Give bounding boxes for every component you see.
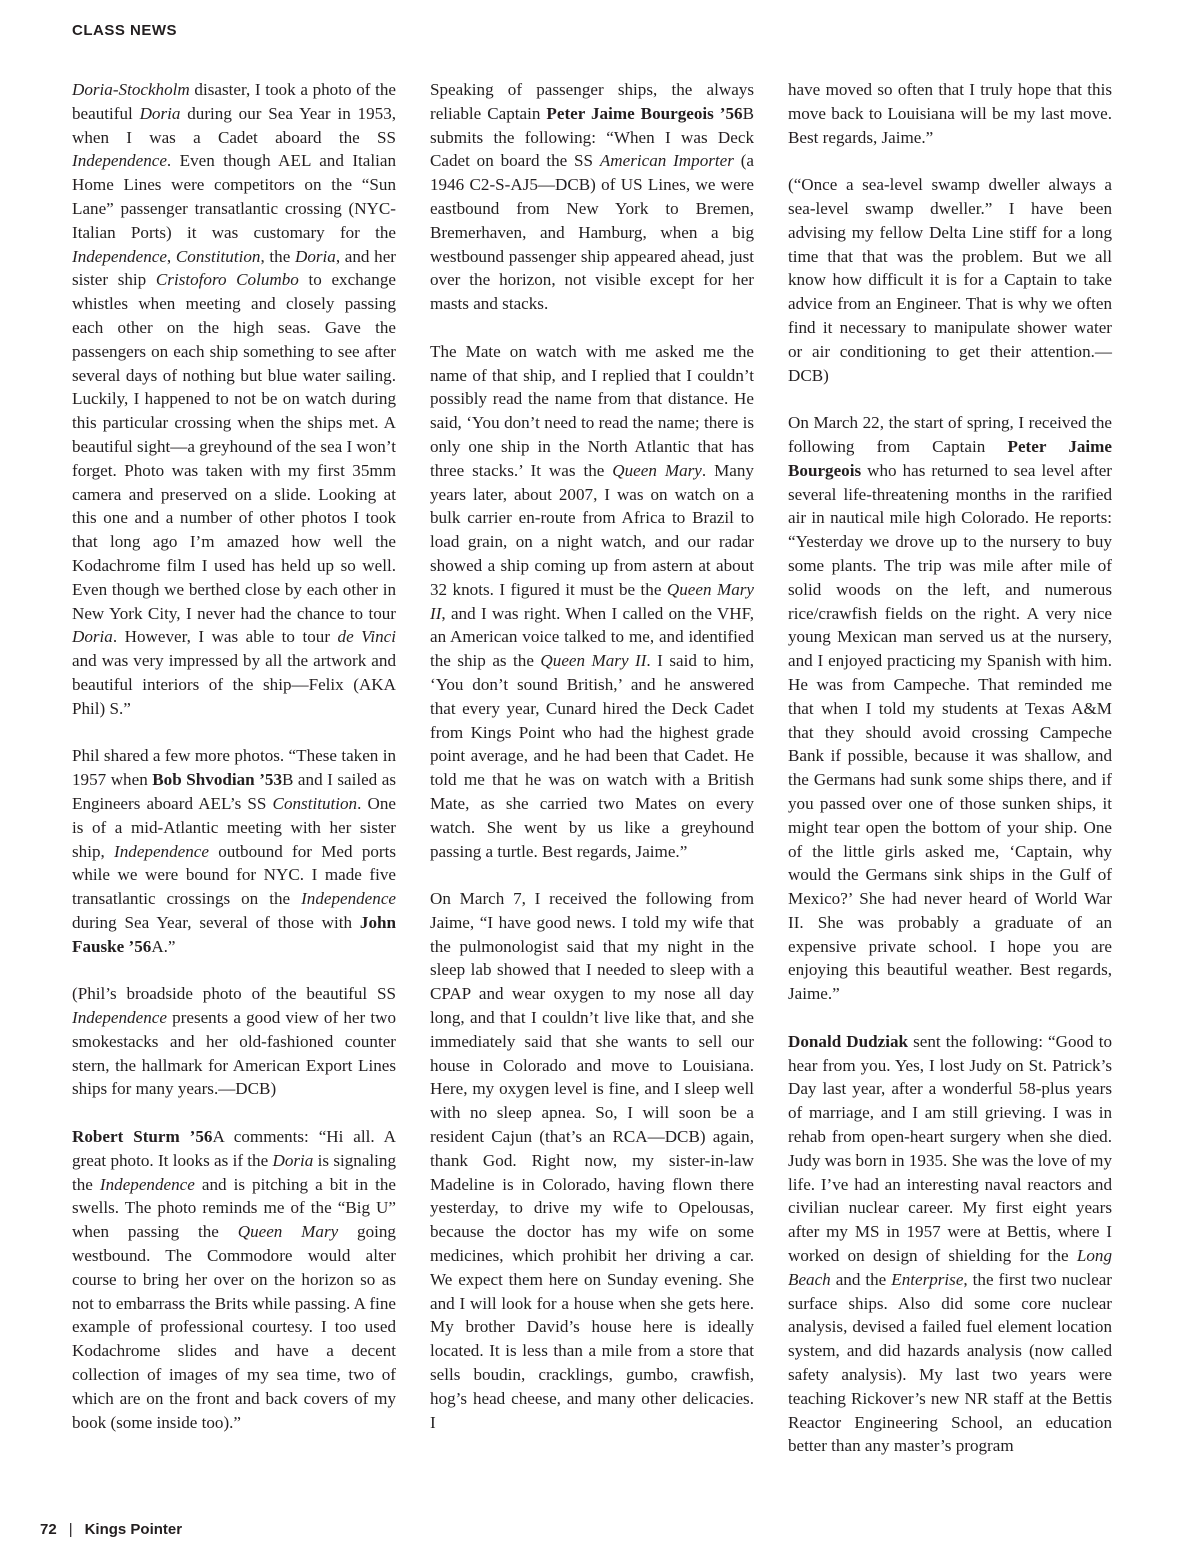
article-paragraph: have moved so often that I truly hope that this move back to Louisiana will be my last move. Best regards, Jaime.” [788,80,1112,147]
text-column-2 [430,78,754,1458]
italic-text: American Importer [599,151,734,171]
bold-name: John Fauske ’56 [72,912,396,956]
italic-text: Independence [72,151,167,171]
article-paragraph: Doria-Stockholm disaster, I took a photo of the beautiful Doria during our Sea Year in 1953, when I was a Cadet aboard the SS Independence. Even though AEL and Italian Home Lines were competitors on the “Sun Lane” passenger transatlantic crossing (NYC-Italian Ports) it was customary for the Independence, Constitution, the Doria, and her sister ship Cristoforo Columbo to exchange whistles when meeting and closely passing each other on the high seas. Gave the passengers on each ship something to see after several days of nothing but blue water sailing. Luckily, I happened to not be on watch during this particular crossing when the ships met. A beautiful sight—a greyhound of the sea I won’t forget. Photo was taken with my first 35mm camera and preserved on a slide. Looking at this one and a number of other photos I took that long ago I’m amazed how well the Kodachrome film I used has held up so well. Even though we berthed close by each other in New York City, I never had the chance to tour Doria. However, I was able to tour de Vinci and was very impressed by all the artwork and beautiful interiors of the ship—Felix (AKA Phil) S.” [72,80,397,718]
bold-name: Donald Dudziak [788,1031,909,1051]
italic-text: de Vinci [337,627,396,647]
italic-text: Long Beach [788,1246,1112,1289]
footer-separator: | [68,1521,73,1538]
italic-text: Enterprise [891,1269,964,1289]
italic-text: Independence [301,889,396,909]
italic-text: Doria [294,246,336,266]
italic-text: Independence [114,841,209,861]
italic-text: Queen Mary [612,460,702,480]
page-number: 72 [40,1521,57,1538]
article-paragraph: (“Once a sea-level swamp dweller always a sea-level swamp dweller.” I have been advising my fellow Delta Line stiff for a long time that that was the problem. But we all know how difficult it is for a Captain to take advice from an Engineer. That is why we often find it necessary to manipulate shower water or air conditioning to get their attention.—DCB) [788,175,1112,385]
article-paragraph: The Mate on watch with me asked me the name of that ship, and I replied that I couldn’t possibly read the name from that distance. He said, ‘You don’t need to read the name; there is only one ship in the North Atlantic that has three stacks.’ It was the Queen Mary. Many years later, about 2007, I was on watch on a bulk carrier en-route from Africa to Brazil to load grain, on a night watch, and our radar showed a ship coming up from astern at about 32 knots. I figured it must be the Queen Mary II, and I was right. When I called on the VHF, an American voice talked to me, and identified the ship as the Queen Mary II. I said to him, ‘You don’t sound British,’ and he answered that every year, Cunard hired the Deck Cadet from Kings Point who had the highest grade point average, and he had been that Cadet. He told me that he was on watch with a British Mate, as she carried two Mates on every watch. She went by us like a greyhound passing a turtle. Best regards, Jaime.” [430,341,754,861]
italic-text: Independence [72,1008,167,1028]
article-paragraph: Donald Dudziak sent the following: “Good to hear from you. Yes, I lost Judy on St. Patrick’s Day last year, after a wonderful 58-plus years of marriage, and I am still grieving. I was in rehab from open-heart surgery when she died. Judy was born in 1935. She was the love of my life. I’ve had an interesting naval reactors and civilian nuclear career. My first eight years after my MS in 1957 were at Bettis, where I worked on design of shielding for the Long Beach and the Enterprise, the first two nuclear surface ships. Also did some core nuclear analysis, devised a failed fuel element location system, and did hazards analysis (now called safety analysis). My last two years were teaching Rickover’s new NR staff at the Bettis Reactor Engineering School, an education better than any master’s program [788,1031,1112,1456]
text-column-1 [72,78,396,1458]
text-column-3 [788,78,1112,1482]
italic-text: Doria [272,1150,314,1170]
bold-name: Peter Jaime Bourgeois ’56 [546,103,743,123]
italic-text: Queen Mary II [540,651,647,671]
article-paragraph: On March 7, I received the following from Jaime, “I have good news. I told my wife that the pulmonologist said that my night in the sleep lab showed that I needed to sleep with a CPAP and wear oxygen to my nose all day long, and that I couldn’t live like that, and she immediately said that she wants to sell our house in Colorado and move to Louisiana. Here, my oxygen level is fine, and I sleep well with no sleep apnea. So, I will soon be a resident Cajun (that’s an RCA—DCB) again, thank God. Right now, my sister-in-law Madeline is in Colorado, having flown there yesterday, to drive my wife to Opelousas, because the doctor has my wife on some medicines, which prohibit her driving a car. We expect them here on Sunday evening. She and I will look for a house when she gets here. My brother David’s house here is ideally located. It is less than a mile from a store that sells boudin, cracklings, gumbo, crawfish, hog’s head cheese, and many other delicacies. I [430,889,754,1432]
italic-text: Doria-Stockholm [72,80,190,99]
italic-text: Constitution [272,793,358,813]
italic-text: Doria [72,627,113,647]
page-footer [40,1521,182,1538]
article-paragraph: (Phil’s broadside photo of the beautiful SS Independence presents a good view of her two smokestacks and her old-fashioned counter stern, the hallmark for American Export Lines ships for many years.—DCB) [72,984,396,1099]
italic-text: Queen Mary II [430,579,754,623]
article-paragraph: Phil shared a few more photos. “These taken in 1957 when Bob Shvodian ’53B and I sailed as Engineers aboard AEL’s SS Constitution. One is of a mid-Atlantic meeting with her sister ship, Independence outbound for Med ports while we were bound for NYC. I made five transatlantic crossings on the Independence during Sea Year, several of those with John Fauske ’56A.” [72,746,397,956]
italic-text: Independence [99,1174,195,1194]
italic-text: Cristoforo Columbo [155,270,299,290]
italic-text: Queen Mary [237,1222,339,1242]
publication-name: Kings Pointer [84,1521,183,1538]
section-header: CLASS NEWS [72,22,178,39]
article-paragraph: Speaking of passenger ships, the always reliable Captain Peter Jaime Bourgeois ’56B submits the following: “When I was Deck Cadet on board the SS American Importer (a 1946 C2-S-AJ5—DCB) of US Lines, we were eastbound from New York to Bremen, Bremerhaven, and Hamburg, when a big westbound passenger ship appeared ahead, just over the horizon, not visible except for her masts and stacks. [430,80,754,314]
italic-text: Constitution [175,246,261,266]
article-paragraph: On March 22, the start of spring, I received the following from Captain Peter Jaime Bourgeois who has returned to sea level after several life-threatening months in the rarified air in nautical mile high Colorado. He reports: “Yesterday we drove up to the nursery to buy some plants. The trip was mile after mile of solid woods on the left, and numerous rice/crawfish fields on the right. A very nice young Mexican man served us at the nursery, and I enjoyed practicing my Spanish with him. He was from Campeche. That reminded me that when I told my students at Texas A&M that they should avoid crossing Campeche Bank if possible, because it was shallow, and the Germans had sunk some ships there, and if you passed over one of those sunken ships, it might tear open the bottom of your ship. One of the little girls asked me, ‘Captain, why would the Germans sink ships in the Gulf of Mexico?’ She had never heard of World War II. She was probably a graduate of an expensive private school. I hope you are enjoying this beautiful weather. Best regards, Jaime.” [788,413,1112,1004]
bold-name: Robert Sturm ’56 [72,1127,213,1147]
italic-text: Independence [72,246,167,266]
italic-text: Doria [139,103,181,123]
article-paragraph: Robert Sturm ’56A comments: “Hi all. A great photo. It looks as if the Doria is signaling the Independence and is pitching a bit in the swells. The photo reminds me of the “Big U” when passing the Queen Mary going westbound. The Commodore would alter course to bring her over on the horizon so as not to embarrass the Brits while passing. A fine example of professional courtesy. I too used Kodachrome slides and have a decent collection of images of my sea time, two of which are on the front and back covers of my book (some inside too).” [72,1127,396,1432]
bold-name: Peter Jaime Bourgeois [788,436,1112,480]
bold-name: Bob Shvodian ’53 [152,770,282,790]
